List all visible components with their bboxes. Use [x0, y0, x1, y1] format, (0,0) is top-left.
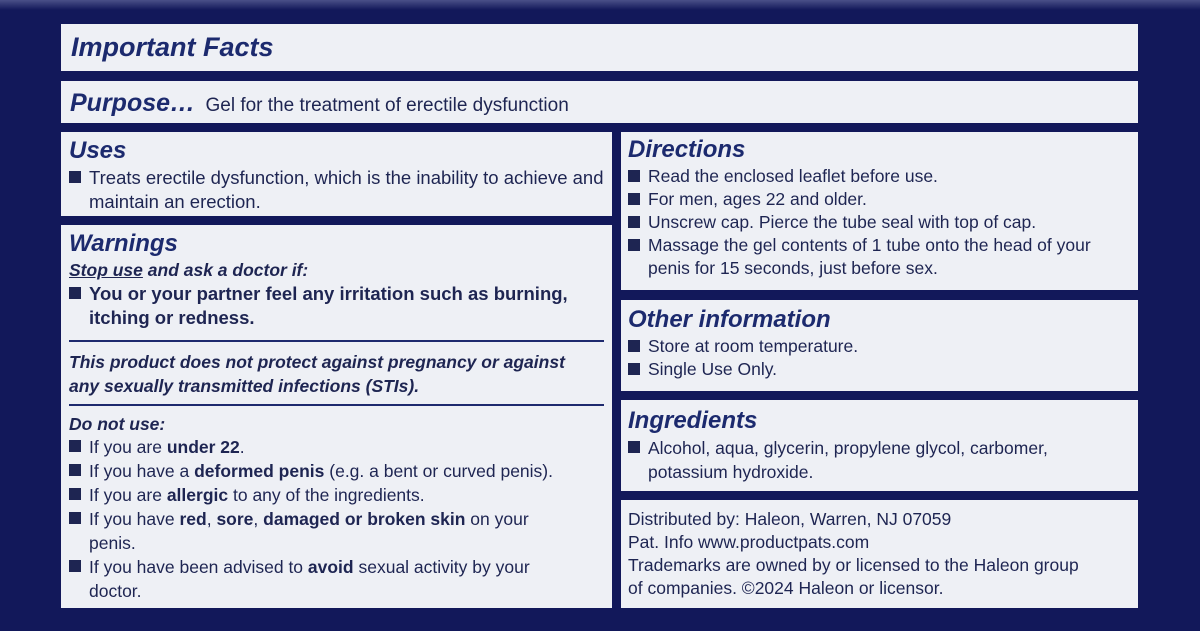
warnings-heading: Warnings [69, 230, 178, 257]
purpose-panel [61, 81, 1138, 123]
other-information-item: Store at room temperature. [628, 335, 1131, 358]
other-information-item: Single Use Only. [628, 358, 1131, 381]
bullet-icon [628, 239, 640, 251]
do-not-use-item: If you are allergic to any of the ingredients. [69, 483, 604, 507]
divider [69, 404, 604, 406]
stop-use-heading [69, 259, 604, 281]
bullet-icon [69, 560, 81, 572]
bullet-icon [628, 216, 640, 228]
directions-heading: Directions [628, 136, 746, 163]
bullet-icon [69, 464, 81, 476]
bullet-icon [69, 512, 81, 524]
do-not-use-item: If you have been advised to avoid sexual activity by your doctor. [69, 555, 604, 603]
ingredients-heading: Ingredients [628, 407, 758, 434]
purpose-heading: Purpose… [70, 89, 196, 117]
trademark-line: Trademarks are owned by or licensed to the Haleon group of companies. ©2024 Haleon or licensor. [628, 555, 1079, 598]
do-not-use-item: If you have a deformed penis (e.g. a bent or curved penis). [69, 459, 604, 483]
purpose-text: Gel for the treatment of erectile dysfunction [205, 95, 569, 116]
warnings-panel [61, 225, 612, 608]
bullet-icon [69, 488, 81, 500]
uses-item: Treats erectile dysfunction, which is the inability to achieve and maintain an erection. [69, 166, 604, 214]
bullet-icon [69, 287, 81, 299]
page-title: Important Facts [71, 32, 274, 62]
ingredients-item: Alcohol, aqua, glycerin, propylene glycol, carbomer, potassium hydroxide. [628, 436, 1131, 484]
stop-use-prefix: Stop use [69, 260, 143, 280]
directions-item: Massage the gel contents of 1 tube onto the head of your penis for 15 seconds, just before sex. [628, 234, 1131, 280]
do-not-use-heading: Do not use: [69, 414, 166, 434]
patent-info-line: Pat. Info www.productpats.com [628, 532, 870, 552]
bullet-icon [628, 441, 640, 453]
directions-item: For men, ages 22 and older. [628, 188, 1131, 211]
directions-item: Unscrew cap. Pierce the tube seal with top of cap. [628, 211, 1131, 234]
other-information-heading: Other information [628, 306, 831, 333]
title-panel [61, 24, 1138, 71]
directions-item: Read the enclosed leaflet before use. [628, 165, 1131, 188]
bullet-icon [628, 363, 640, 375]
uses-panel [61, 132, 612, 216]
bullet-icon [69, 440, 81, 452]
top-edge [0, 0, 1200, 10]
divider [69, 340, 604, 342]
distribution-panel [621, 500, 1138, 608]
protection-note: This product does not protect against pregnancy or against any sexually transmitted infections (STIs). [69, 352, 565, 396]
bullet-icon [69, 171, 81, 183]
stop-use-rest: and ask a doctor if: [142, 260, 309, 280]
do-not-use-item: If you are under 22. [69, 435, 604, 459]
ingredients-panel [621, 400, 1138, 491]
stop-use-item: You or your partner feel any irritation such as burning, itching or redness. [69, 282, 604, 330]
bullet-icon [628, 340, 640, 352]
bullet-icon [628, 170, 640, 182]
bullet-icon [628, 193, 640, 205]
uses-heading: Uses [69, 137, 127, 164]
distributor-line: Distributed by: Haleon, Warren, NJ 07059 [628, 509, 952, 529]
other-information-panel [621, 300, 1138, 391]
do-not-use-item: If you have red, sore, damaged or broken skin on your penis. [69, 507, 604, 555]
directions-panel [621, 132, 1138, 290]
